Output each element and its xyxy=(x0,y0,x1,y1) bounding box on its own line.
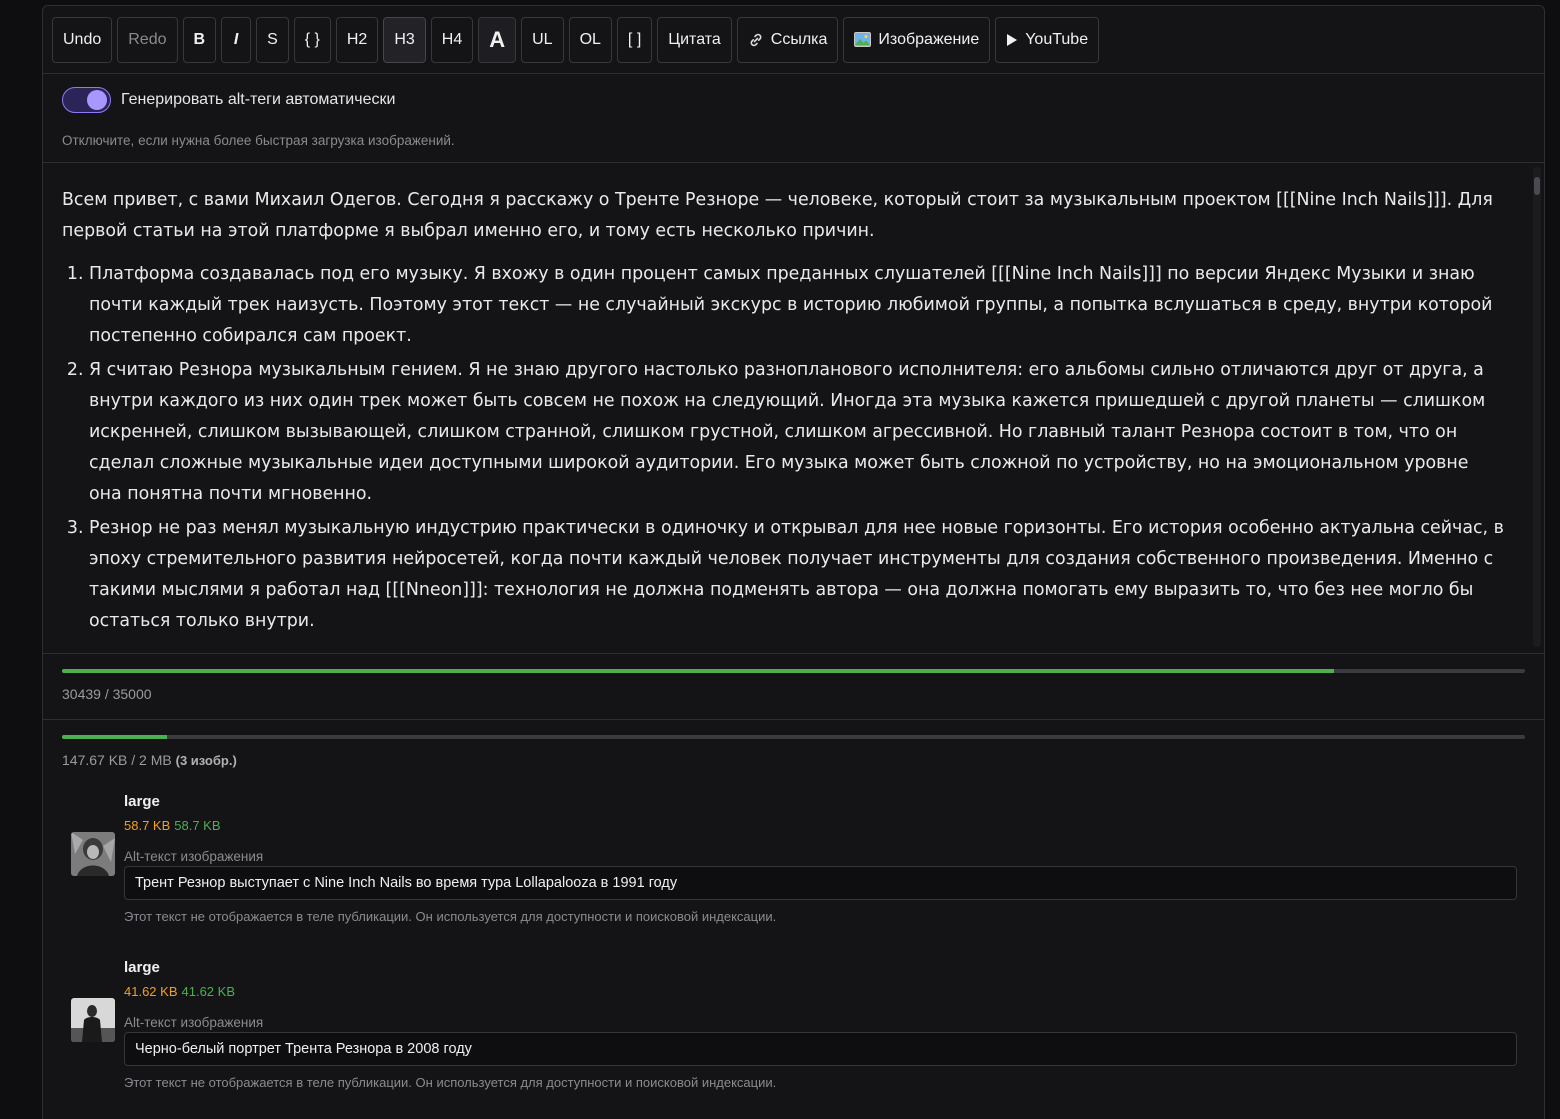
char-progress-fill xyxy=(62,669,1334,673)
youtube-label: YouTube xyxy=(1025,30,1089,48)
code-button[interactable]: { } xyxy=(294,17,331,63)
alt-text-input[interactable] xyxy=(124,1032,1517,1066)
reasons-list xyxy=(62,259,1504,637)
strikethrough-button[interactable]: S xyxy=(256,17,289,63)
list-item: 3. Резнор не раз менял музыкальную индустрию практически в одиночку и открывал для нее новые горизонты. Его история особенно актуальна сейчас, в эпоху стремительного развития нейросетей, когда почти каждый человек получает инструменты для создания собственного произведения. Именно с такими мыслями я работал над [[[Nneon]]]: технология не должна подменять автора — она должна помогать ему выразить то, что без нее могло бы остаться только внутри. xyxy=(89,513,1504,637)
redo-button[interactable]: Redo xyxy=(117,17,177,63)
h2-button[interactable]: H2 xyxy=(336,17,378,63)
intro-paragraph: Всем привет, с вами Михаил Одегов. Сегодня я расскажу о Тренте Резноре — человеке, который стоит за музыкальным проектом [[[Nine Inch Nails]]]. Для первой статьи на этой платформе я выбрал именно его, и тому есть несколько причин. xyxy=(62,190,1493,241)
youtube-button[interactable] xyxy=(995,17,1099,63)
alt-help-text: Этот текст не отображается в теле публикации. Он используется для доступности и поисковой индексации. xyxy=(124,909,777,924)
image-name: large xyxy=(124,959,160,976)
image-name: large xyxy=(124,793,160,810)
formatting-toolbar xyxy=(43,6,1544,74)
char-progress-bar xyxy=(62,669,1525,673)
scrollbar-thumb[interactable] xyxy=(1534,177,1540,195)
image-thumbnail[interactable] xyxy=(71,832,115,876)
alt-caption: Alt-текст изображения xyxy=(124,849,264,864)
quote-button[interactable]: Цитата xyxy=(657,17,732,63)
list-item: 2. Я считаю Резнора музыкальным гением. Я не знаю другого настолько разнопланового исполнителя: его альбомы сильно отличаются друг от друга, а внутри каждого из них один трек может быть совсем не похож на следующий. Иногда эта музыка кажется пришедшей с другой планеты — слишком искренней, слишком вызывающей, слишком странной, слишком грустной, слишком агрессивной. Но главный талант Резнора состоит в том, что он сделал сложные музыкальные идеи доступными широкой аудитории. Его музыка может быть сложной по устройству, но на эмоциональном уровне она понятна почти мгновенно. xyxy=(89,355,1504,510)
text-editor[interactable] xyxy=(43,163,1544,653)
link-icon xyxy=(748,32,764,48)
font-size-button[interactable]: A xyxy=(478,17,516,63)
image-thumbnail[interactable] xyxy=(71,998,115,1042)
link-label: Ссылка xyxy=(770,30,828,48)
italic-button[interactable]: I xyxy=(221,17,251,63)
undo-button[interactable]: Undo xyxy=(52,17,112,63)
editor-scrollbar[interactable] xyxy=(1533,167,1541,647)
char-counter: 30439 / 35000 xyxy=(62,686,152,702)
editor-panel xyxy=(42,5,1545,1119)
storage-progress-fill xyxy=(62,735,167,739)
original-size: 58.7 KB xyxy=(124,818,171,833)
divider xyxy=(43,719,1544,720)
h3-button[interactable]: H3 xyxy=(383,17,425,63)
link-button[interactable] xyxy=(737,17,839,63)
unordered-list-button[interactable]: UL xyxy=(521,17,563,63)
compressed-size: 58.7 KB xyxy=(174,818,221,833)
storage-used: 147.67 KB / 2 MB xyxy=(62,752,172,768)
image-sizes xyxy=(124,984,235,999)
play-icon xyxy=(1006,33,1018,47)
alt-help-text: Этот текст не отображается в теле публикации. Он используется для доступности и поисковой индексации. xyxy=(124,1075,777,1090)
alt-toggle-label: Генерировать alt-теги автоматически xyxy=(121,91,396,108)
image-count: (3 изобр.) xyxy=(175,753,237,768)
alt-toggle-row xyxy=(62,87,395,113)
alt-toggle-switch[interactable] xyxy=(62,87,111,113)
image-label: Изображение xyxy=(878,30,980,48)
image-sizes xyxy=(124,818,221,833)
divider xyxy=(43,653,1544,654)
original-size: 41.62 KB xyxy=(124,984,178,999)
storage-progress-bar xyxy=(62,735,1525,739)
h4-button[interactable]: H4 xyxy=(431,17,473,63)
storage-counter xyxy=(62,752,237,768)
alt-caption: Alt-текст изображения xyxy=(124,1015,264,1030)
bold-button[interactable]: B xyxy=(183,17,217,63)
list-item: 1. Платформа создавалась под его музыку. Я вхожу в один процент самых преданных слушателей [[[Nine Inch Nails]]] по версии Яндекс Музыки и знаю почти каждый трек наизусть. Поэтому этот текст — не случайный экскурс в историю любимой группы, а попытка вслушаться в среду, внутри которой постепенно собирался сам проект. xyxy=(89,259,1504,352)
alt-toggle-hint: Отключите, если нужна более быстрая загрузка изображений. xyxy=(62,133,455,148)
image-button[interactable] xyxy=(843,17,990,63)
toggle-knob xyxy=(87,90,107,110)
compressed-size: 41.62 KB xyxy=(181,984,235,999)
picture-icon xyxy=(854,32,871,47)
ordered-list-button[interactable]: OL xyxy=(569,17,612,63)
brackets-button[interactable]: [ ] xyxy=(617,17,652,63)
alt-text-input[interactable] xyxy=(124,866,1517,900)
